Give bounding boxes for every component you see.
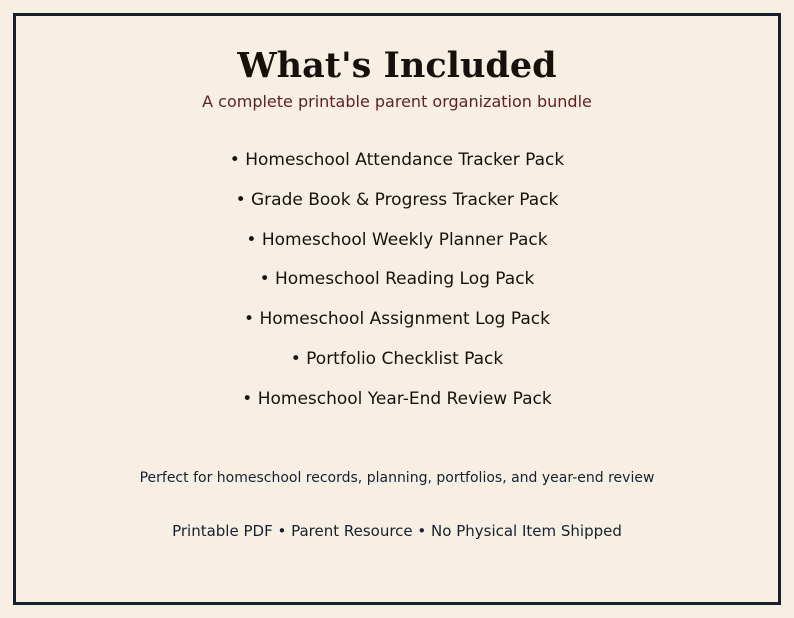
list-item: • Portfolio Checklist Pack — [290, 348, 504, 369]
page-subtitle: A complete printable parent organization bundle — [202, 92, 592, 111]
tagline: Perfect for homeschool records, planning, portfolios, and year-end review — [139, 470, 655, 486]
included-items-list — [0, 149, 794, 428]
list-item: • Grade Book & Progress Tracker Pack — [235, 189, 559, 210]
page-title: What's Included — [237, 45, 557, 86]
list-item: • Homeschool Assignment Log Pack — [244, 309, 550, 330]
list-item: • Homeschool Reading Log Pack — [259, 269, 535, 290]
list-item: • Homeschool Year-End Review Pack — [242, 388, 552, 409]
list-item: • Homeschool Weekly Planner Pack — [246, 229, 548, 250]
list-item: • Homeschool Attendance Tracker Pack — [229, 150, 565, 170]
footer-note: Printable PDF • Parent Resource • No Physical Item Shipped — [172, 522, 622, 540]
